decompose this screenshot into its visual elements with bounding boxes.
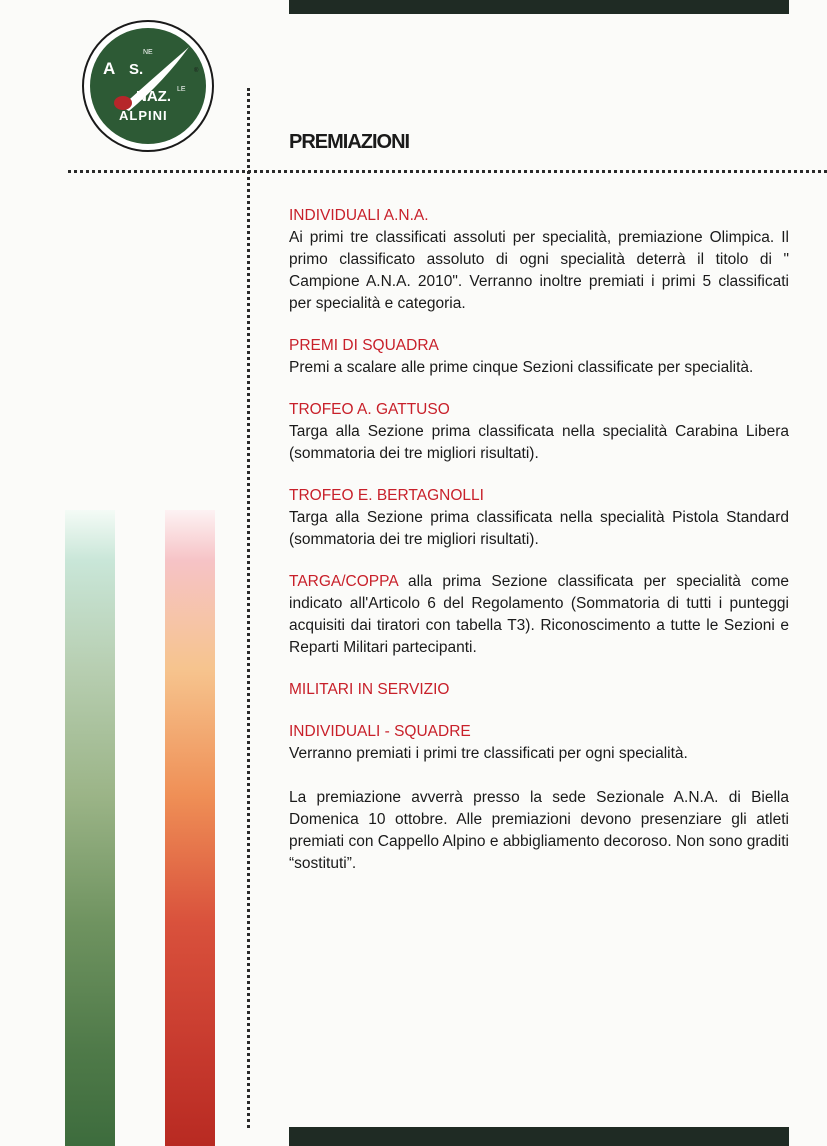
logo-sup-le: LE [177, 86, 186, 93]
targa-text: alla prima Sezione classificata per specialità come indicato all'Articolo 6 del Regolamento (Sommatoria di tutti i punteggi acquisiti dai tiratori con tabella T3). Riconoscimento a tutte le Sezioni e Reparti Militari partecipanti. [289, 573, 789, 656]
section-trofeo-bertagnolli [289, 485, 789, 551]
page-title: PREMIAZIONI [289, 131, 410, 153]
targa-lead: TARGA/COPPA [289, 573, 398, 590]
section-heading: PREMI DI SQUADRA [289, 337, 439, 354]
section-heading: INDIVIDUALI A.N.A. [289, 207, 429, 224]
section-text: Ai primi tre classificati assoluti per specialità, premiazione Olimpica. Il primo classificato assoluto di ogni specialità deterrà il titolo di " Campione A.N.A. 2010". Verranno inoltre premiati i primi 5 classificati per specialità e categoria. [289, 229, 789, 312]
logo-alpini: ALPINI [119, 108, 168, 123]
militari-heading: MILITARI IN SERVIZIO [289, 681, 450, 698]
section-premi-di-squadra [289, 335, 789, 379]
logo-sup-ne: NE [143, 49, 153, 56]
section-individuali-ana [289, 205, 789, 315]
logo-letter-a: A [103, 59, 116, 78]
section-heading: TROFEO E. BERTAGNOLLI [289, 487, 484, 504]
vertical-dotted-divider [247, 88, 250, 1128]
section-individuali-squadre [289, 721, 789, 765]
bottom-decorative-bar [289, 1127, 789, 1146]
logo-naz: NAZ. [136, 88, 171, 105]
ana-logo [81, 19, 215, 153]
section-text: Premi a scalare alle prime cinque Sezioni classificate per specialità. [289, 359, 754, 376]
closing-text: La premiazione avverrà presso la sede Sezionale A.N.A. di Biella Domenica 10 ottobre. Alle premiazioni devono presenziare gli atleti premiati con Cappello Alpino e abbigliamento decoroso. Non sono graditi “sostituti”. [289, 789, 789, 872]
section-militari [289, 679, 789, 701]
section-text: Targa alla Sezione prima classificata nella specialità Carabina Libera (sommatoria dei tre migliori risultati). [289, 423, 789, 462]
section-trofeo-gattuso [289, 399, 789, 465]
closing-paragraph [289, 787, 789, 875]
section-heading: TROFEO A. GATTUSO [289, 401, 450, 418]
logo-letter-s: S. [129, 61, 144, 78]
logo-registered-mark: ® [194, 68, 199, 74]
section-text: Targa alla Sezione prima classificata nella specialità Pistola Standard (sommatoria dei tre migliori risultati). [289, 509, 789, 548]
section-heading: INDIVIDUALI - SQUADRE [289, 723, 471, 740]
green-gradient-stripe [65, 510, 115, 1146]
prizes-content [289, 205, 789, 895]
top-decorative-bar [289, 0, 789, 14]
red-gradient-stripe [165, 510, 215, 1146]
horizontal-dotted-divider [68, 170, 827, 173]
section-targa-coppa [289, 571, 789, 659]
section-text: Verranno premiati i primi tre classificati per ogni specialità. [289, 745, 688, 762]
